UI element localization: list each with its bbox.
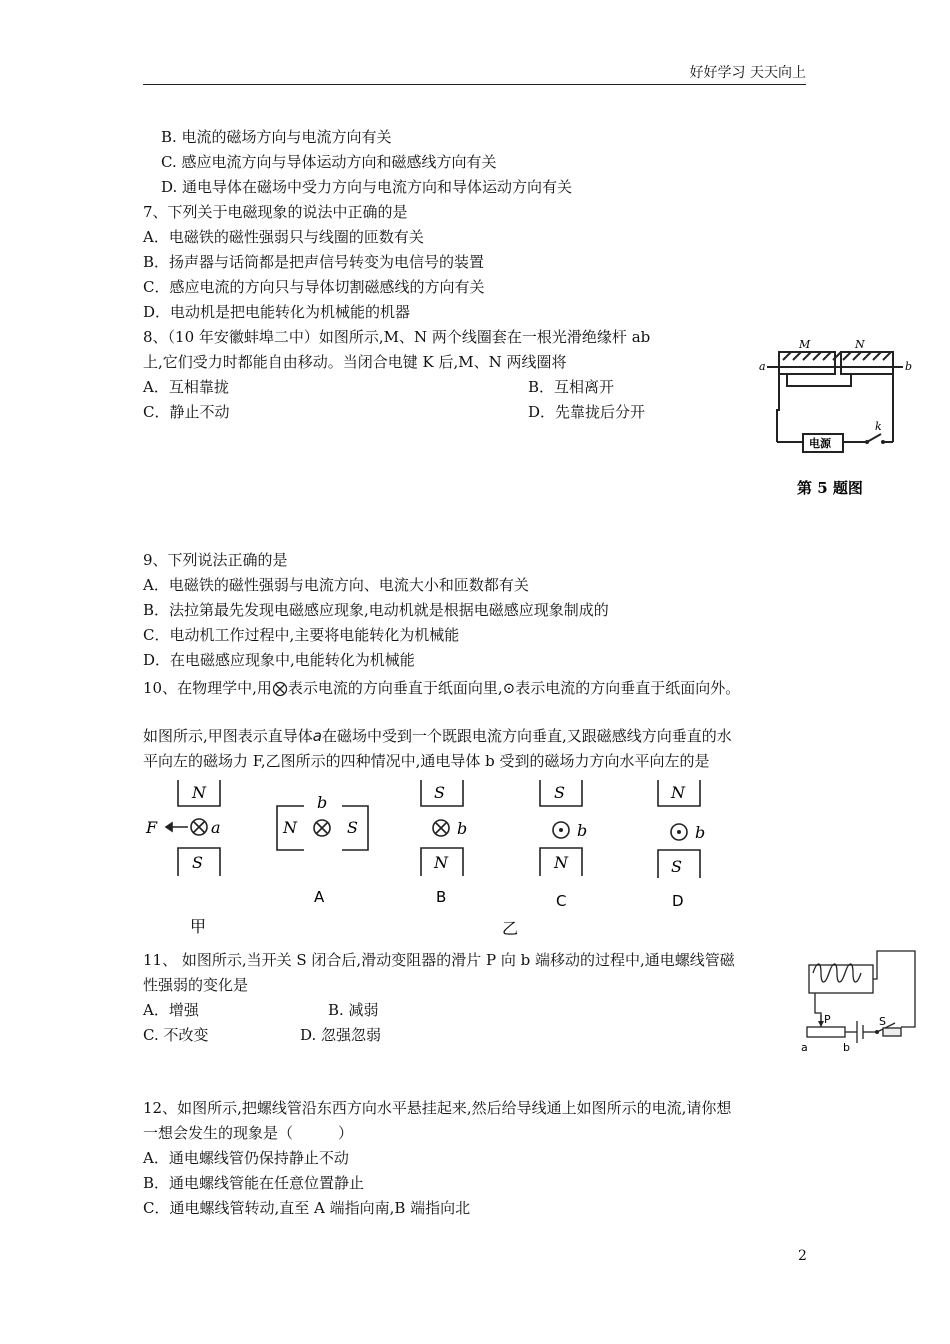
solenoid-rheostat-figure [795, 943, 925, 1058]
fig10-b-bottom-pole: N [434, 853, 448, 872]
q10-inline-a: a [312, 727, 322, 745]
fig10-label-yi: 乙 [502, 919, 519, 938]
fig10-jia-force: F [146, 818, 158, 837]
fig11-end-b: b [843, 1041, 850, 1054]
fig10-jia-top-pole: N [192, 783, 206, 802]
question-8: 8、（10 年安徽蚌埠二中）如图所示,M、N 两个线圈套在一根光滑绝缘杆 ab [143, 328, 651, 346]
fig10-c-wire: b [577, 821, 588, 840]
q8-option-b: B．互相离开 [528, 378, 615, 396]
question-10-cont [143, 726, 732, 746]
fig10-label-jia: 甲 [190, 917, 207, 936]
magnetic-force-figure [140, 778, 720, 938]
q11-option-c: C. 不改变 [143, 1026, 209, 1044]
fig10-label-c: C [556, 892, 567, 910]
fig11-slider-p: P [824, 1013, 831, 1026]
fig10-a-wire: b [317, 793, 328, 812]
q10-text-pre: 10、在物理学中,用 [143, 679, 272, 697]
q8-option-c: C．静止不动 [143, 403, 230, 421]
page-header: 好好学习 天天向上 [689, 65, 806, 81]
fig10-c-bottom-pole: N [554, 853, 568, 872]
fig10-a-right-pole: S [347, 818, 358, 837]
fig8-label-a: a [759, 360, 766, 373]
fig10-b-top-pole: S [434, 783, 445, 802]
q10-text-post: 表示电流的方向垂直于纸面向里,⊙表示电流的方向垂直于纸面向外。 [287, 679, 741, 697]
fig11-end-a: a [801, 1041, 808, 1054]
q9-option-a: A．电磁铁的磁性强弱与电流方向、电流大小和匝数都有关 [143, 576, 529, 594]
q11-option-a: A．增强 [143, 1001, 199, 1019]
fig10-d-top-pole: N [671, 783, 685, 802]
q9-option-b: B．法拉第最先发现电磁感应现象,电动机就是根据电磁感应现象制成的 [143, 601, 609, 619]
q8-option-d: D．先靠拢后分开 [528, 403, 646, 421]
q7-option-b: B．扬声器与话筒都是把声信号转变为电信号的装置 [143, 253, 485, 271]
fig10-jia-bottom-pole: S [192, 853, 203, 872]
fig10-b-wire: b [457, 819, 468, 838]
fig8-label-b: b [905, 360, 913, 373]
q11-option-b: B. 减弱 [328, 1001, 379, 1019]
fig10-label-a: A [314, 888, 325, 906]
q8-option-a: A．互相靠拢 [143, 378, 229, 396]
q7-option-d: D．电动机是把电能转化为机械能的机器 [143, 303, 411, 321]
fig10-label-b: B [436, 888, 447, 906]
question-10 [143, 678, 740, 698]
question-12-cont: 一想会发生的现象是（ ） [143, 1124, 354, 1142]
fig8-label-m: M [799, 338, 811, 351]
question-11: 11、 如图所示,当开关 S 闭合后,滑动变阻器的滑片 P 向 b 端移动的过程中,通电螺线管磁 [143, 951, 735, 969]
fig8-power-source: 电源 [809, 437, 831, 450]
question-7: 7、下列关于电磁现象的说法中正确的是 [143, 203, 408, 221]
q10-line2-post: 在磁场中受到一个既跟电流方向垂直,又跟磁感线方向垂直的水 [321, 727, 732, 745]
fig8-label-k: k [875, 420, 882, 433]
option-line: B. 电流的磁场方向与电流方向有关 [161, 128, 392, 146]
question-8-cont: 上,它们受力时都能自由移动。当闭合电键 K 后,M、N 两线圈将 [143, 353, 567, 371]
q7-option-c: C．感应电流的方向只与导体切割磁感线的方向有关 [143, 278, 485, 296]
page-number: 2 [798, 1248, 807, 1264]
option-line: C. 感应电流方向与导体运动方向和磁感线方向有关 [161, 153, 497, 171]
option-line: D. 通电导体在磁场中受力方向与电流方向和导体运动方向有关 [161, 178, 573, 196]
q10-line2-pre: 如图所示,甲图表示直导体 [143, 727, 313, 745]
coil-circuit-figure [755, 330, 915, 505]
fig10-label-d: D [672, 892, 684, 910]
q12-option-a: A．通电螺线管仍保持静止不动 [143, 1149, 349, 1167]
question-11-cont: 性强弱的变化是 [143, 976, 249, 994]
question-10-cont2: 平向左的磁场力 F,乙图所示的四种情况中,通电导体 b 受到的磁场力方向水平向左的是 [143, 752, 710, 770]
fig10-d-bottom-pole: S [671, 857, 682, 876]
q7-option-a: A．电磁铁的磁性强弱只与线圈的匝数有关 [143, 228, 424, 246]
fig10-c-top-pole: S [554, 783, 565, 802]
fig11-switch-s: S [879, 1015, 886, 1028]
fig8-caption: 第 5 题图 [797, 479, 863, 497]
q11-option-d: D. 忽强忽弱 [300, 1026, 382, 1044]
q12-option-b: B．通电螺线管能在任意位置静止 [143, 1174, 365, 1192]
header-rule [143, 84, 806, 85]
fig8-label-n: N [855, 338, 865, 351]
q9-option-c: C．电动机工作过程中,主要将电能转化为机械能 [143, 626, 460, 644]
question-9: 9、下列说法正确的是 [143, 551, 288, 569]
fig10-a-left-pole: N [283, 818, 297, 837]
fig10-d-wire: b [695, 823, 706, 842]
fig10-jia-wire: a [211, 818, 221, 837]
q9-option-d: D．在电磁感应现象中,电能转化为机械能 [143, 651, 415, 669]
cross-circle-icon [272, 681, 288, 697]
question-12: 12、如图所示,把螺线管沿东西方向水平悬挂起来,然后给导线通上如图所示的电流,请你想 [143, 1099, 732, 1117]
q12-option-c: C．通电螺线管转动,直至 A 端指向南,B 端指向北 [143, 1199, 471, 1217]
